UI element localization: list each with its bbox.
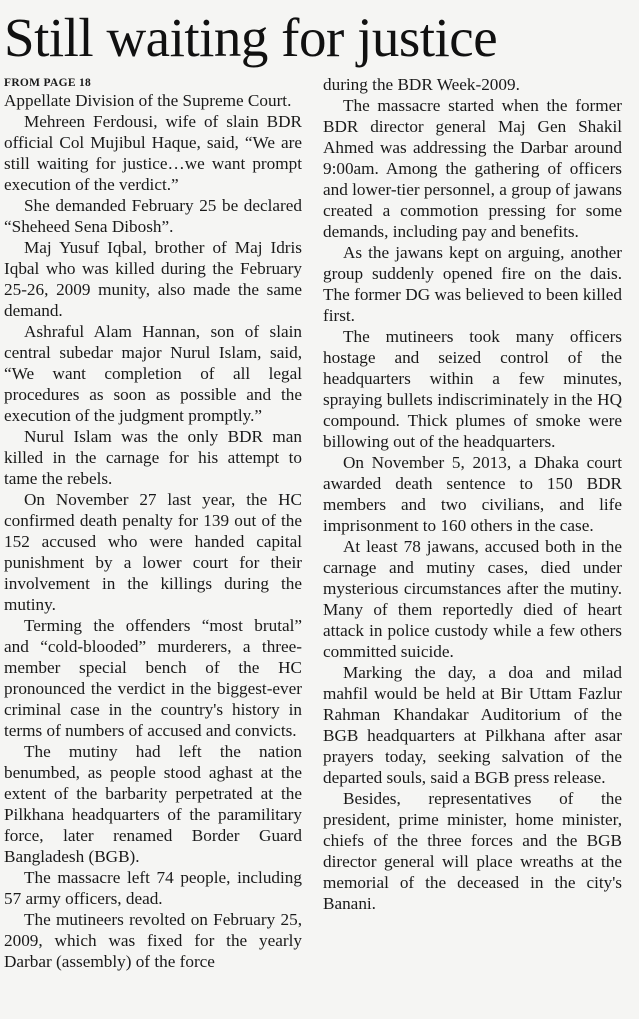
left-column	[4, 74, 302, 972]
paragraph: Appellate Division of the Supreme Court.	[4, 91, 292, 110]
paragraph: The massacre left 74 people, including 57 army officers, dead.	[4, 868, 302, 908]
continued-from-label: FROM PAGE 18	[4, 77, 92, 89]
right-column	[323, 74, 622, 914]
paragraph: Mehreen Ferdousi, wife of slain BDR official Col Mujibul Haque, said, “We are still waiting for justice…we want prompt execution of the verdict.”	[4, 112, 302, 194]
paragraph: She demanded February 25 be declared “Sheheed Sena Dibosh”.	[4, 196, 302, 236]
paragraph: On November 5, 2013, a Dhaka court awarded death sentence to 150 BDR members and two civilians, and life imprisonment to 160 others in the case.	[323, 453, 622, 535]
headline: Still waiting for justice	[4, 7, 498, 68]
paragraph: Ashraful Alam Hannan, son of slain central subedar major Nurul Islam, said, “We want completion of all legal procedures as soon as possible and the execution of the judgment promptly.”	[4, 322, 302, 425]
paragraph: As the jawans kept on arguing, another group suddenly opened fire on the dais. The former DG was believed to been killed first.	[323, 243, 622, 325]
paragraph: Terming the offenders “most brutal” and “cold-blooded” murderers, a three-member special bench of the HC pronounced the verdict in the biggest-ever criminal case in the country's history in terms of numbers of accused and convicts.	[4, 616, 302, 740]
paragraph: On November 27 last year, the HC confirmed death penalty for 139 out of the 152 accused who were handed capital punishment by a lower court for their involvement in the killings during the mutiny.	[4, 490, 302, 614]
paragraph: The mutineers took many officers hostage and seized control of the headquarters within a few minutes, spraying bullets indiscriminately in the HQ compound. Thick plumes of smoke were billowing out of the headquarters.	[323, 327, 622, 451]
paragraph: during the BDR Week-2009.	[323, 75, 520, 94]
paragraph: At least 78 jawans, accused both in the carnage and mutiny cases, died under mysterious circumstances after the mutiny. Many of them reportedly died of heart attack in police custody while a few others committed suicide.	[323, 537, 622, 661]
paragraph: The mutineers revolted on February 25, 2009, which was fixed for the yearly Darbar (assembly) of the force	[4, 910, 302, 971]
paragraph: Marking the day, a doa and milad mahfil would be held at Bir Uttam Fazlur Rahman Khandakar Auditorium of the BGB headquarters at Pilkhana after asar prayers today, seeking salvation of the departed souls, said a BGB press release.	[323, 663, 622, 787]
paragraph: Nurul Islam was the only BDR man killed in the carnage for his attempt to tame the rebels.	[4, 427, 302, 488]
paragraph: The massacre started when the former BDR director general Maj Gen Shakil Ahmed was addressing the Darbar around 9:00am. Among the gathering of officers and lower-tier personnel, a group of jawans created a commotion pressing for some demands, including pay and benefits.	[323, 96, 622, 241]
paragraph: Besides, representatives of the president, prime minister, home minister, chiefs of the three forces and the BGB director general will place wreaths at the memorial of the deceased in the city's Banani.	[323, 789, 622, 913]
paragraph: Maj Yusuf Iqbal, brother of Maj Idris Iqbal who was killed during the February 25-26, 2009 munity, also made the same demand.	[4, 238, 302, 320]
paragraph: The mutiny had left the nation benumbed, as people stood aghast at the extent of the barbarity perpetrated at the Pilkhana headquarters of the paramilitary force, later renamed Border Guard Bangladesh (BGB).	[4, 742, 302, 866]
